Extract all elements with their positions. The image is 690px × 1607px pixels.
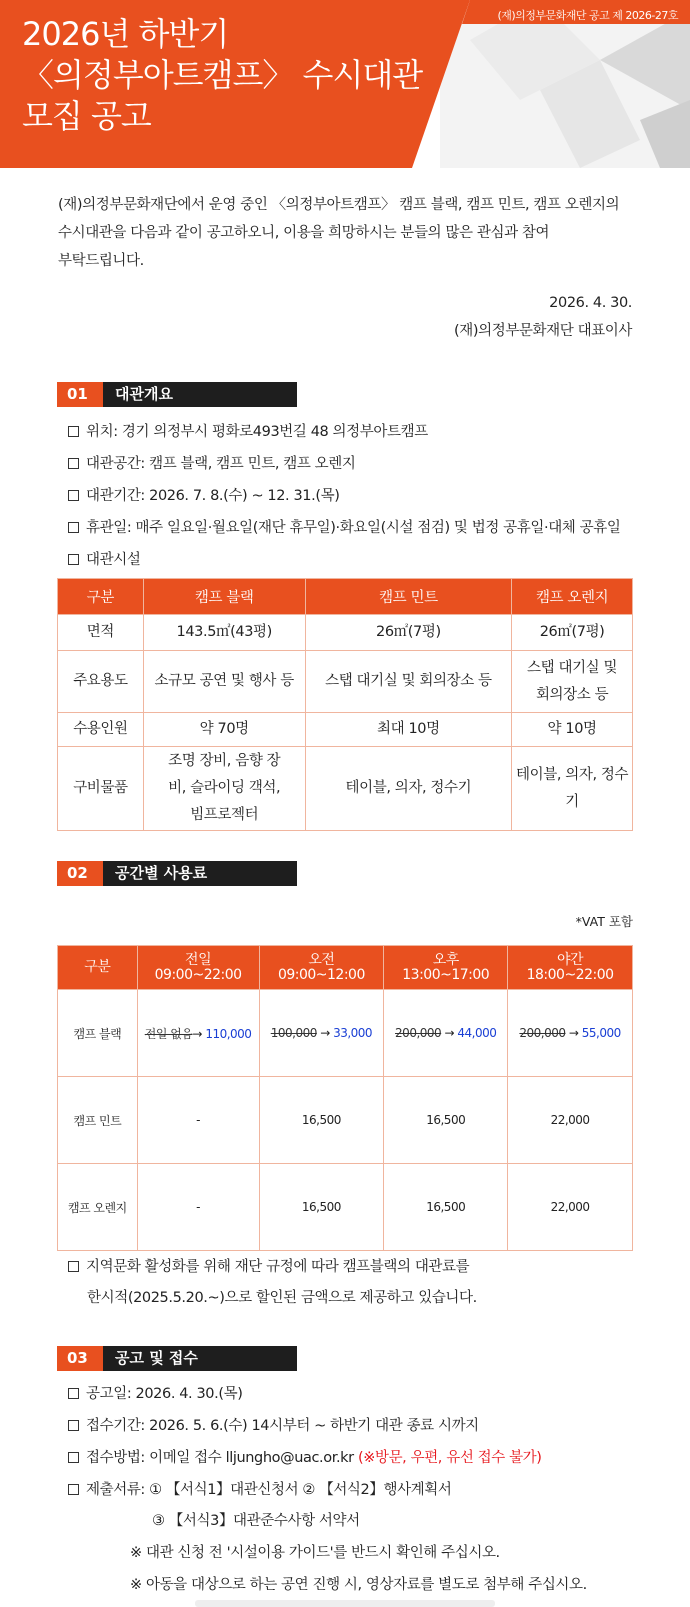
announcement-date: 2026. 4. 30. xyxy=(549,295,632,311)
table-header-cell: 구분 xyxy=(58,579,144,615)
table-cell: 143.5㎡(43평) xyxy=(143,615,305,651)
table-header-cell: 캠프 블랙 xyxy=(143,579,305,615)
overview-list xyxy=(68,416,620,576)
table-header-cell: 야간 18:00~22:00 xyxy=(508,946,633,990)
intro-line-3: 부탁드립니다. xyxy=(58,253,144,269)
checkbox-icon xyxy=(68,426,79,437)
table-cell: 약 10명 xyxy=(512,713,633,747)
table-cell: 200,000 → 55,000 xyxy=(508,990,633,1077)
list-item: 대관시설 xyxy=(68,544,620,576)
table-header-cell: 오후 13:00~17:00 xyxy=(384,946,508,990)
page-title xyxy=(22,14,422,137)
checkbox-icon xyxy=(68,554,79,565)
table-cell: 22,000 xyxy=(508,1077,633,1164)
table-cell: 100,000 → 33,000 xyxy=(259,990,384,1077)
table-cell: 스탭 대기실 및 회의장소 등 xyxy=(512,651,633,713)
table-cell: 테이블, 의자, 정수기 xyxy=(512,747,633,831)
checkbox-icon xyxy=(68,1261,79,1272)
table-header-cell: 캠프 민트 xyxy=(305,579,512,615)
notice-number: (재)의정부문화재단 공고 제 2026-27호 xyxy=(497,9,678,22)
table-header-cell: 오전 09:00~12:00 xyxy=(259,946,384,990)
table-cell: 26㎡(7평) xyxy=(305,615,512,651)
list-item: 접수방법: 이메일 접수 lljungho@uac.or.kr (※방문, 우편, 유선 접수 불가) xyxy=(68,1442,542,1474)
section-label: 공간별 사용료 xyxy=(115,864,208,882)
table-cell: 소규모 공연 및 행사 등 xyxy=(143,651,305,713)
vat-note: *VAT 포함 xyxy=(575,914,633,929)
table-cell: 200,000 → 44,000 xyxy=(384,990,508,1077)
header-banner xyxy=(0,0,690,168)
checkbox-icon xyxy=(68,490,79,501)
checkbox-icon xyxy=(68,522,79,533)
table-cell: 테이블, 의자, 정수기 xyxy=(305,747,512,831)
checkbox-icon xyxy=(68,1388,79,1399)
remark-guide: ※ 대관 신청 전 '시설이용 가이드'를 반드시 확인해 주십시오. xyxy=(130,1545,500,1561)
table-header-row xyxy=(58,579,633,615)
application-list xyxy=(68,1378,542,1506)
table-cell: 약 70명 xyxy=(143,713,305,747)
intro-text xyxy=(58,191,658,275)
table-cell: - xyxy=(137,1164,259,1251)
footer-divider xyxy=(195,1600,495,1607)
table-cell: 16,500 xyxy=(384,1077,508,1164)
table-row xyxy=(58,1164,633,1251)
list-item: 대관공간: 캠프 블랙, 캠프 민트, 캠프 오렌지 xyxy=(68,448,620,480)
section-heading-03 xyxy=(57,1346,297,1371)
section-number: 02 xyxy=(57,861,103,886)
table-row xyxy=(58,747,633,831)
table-header-cell: 캠프 오렌지 xyxy=(512,579,633,615)
fee-table xyxy=(57,945,633,1251)
list-item: 휴관일: 매주 일요일·월요일(재단 휴무일)·화요일(시설 점검) 및 법정 공휴일·대체 공휴일 xyxy=(68,512,620,544)
intro-line-2: 수시대관을 다음과 같이 공고하오니, 이용을 희망하시는 분들의 많은 관심과 참여 xyxy=(58,225,550,241)
section-label: 공고 및 접수 xyxy=(115,1349,198,1367)
table-cell: 캠프 블랙 xyxy=(58,990,138,1077)
table-header-row xyxy=(58,946,633,990)
table-cell: 26㎡(7평) xyxy=(512,615,633,651)
table-cell: 조명 장비, 음향 장비, 슬라이딩 객석, 빔프로젝터 xyxy=(143,747,305,831)
document-list-continued: ③ 【서식3】대관준수사항 서약서 xyxy=(152,1513,360,1529)
section-label: 대관개요 xyxy=(115,385,173,403)
table-row xyxy=(58,713,633,747)
table-row xyxy=(58,651,633,713)
list-item: 접수기간: 2026. 5. 6.(수) 14시부터 ~ 하반기 대관 종료 시까지 xyxy=(68,1410,542,1442)
table-cell: 캠프 오렌지 xyxy=(58,1164,138,1251)
section-heading-02 xyxy=(57,861,297,886)
signer: (재)의정부문화재단 대표이사 xyxy=(453,323,632,339)
table-row xyxy=(58,615,633,651)
table-cell: 전일 없음→ 110,000 xyxy=(137,990,259,1077)
list-item: 위치: 경기 의정부시 평화로493번길 48 의정부아트캠프 xyxy=(68,416,620,448)
table-cell: 구비물품 xyxy=(58,747,144,831)
table-cell: 주요용도 xyxy=(58,651,144,713)
checkbox-icon xyxy=(68,1484,79,1495)
table-cell: 면적 xyxy=(58,615,144,651)
checkbox-icon xyxy=(68,1452,79,1463)
title-line-3: 모집 공고 xyxy=(22,97,151,135)
table-cell: 수용인원 xyxy=(58,713,144,747)
table-cell: 16,500 xyxy=(384,1164,508,1251)
list-item: 제출서류: ① 【서식1】대관신청서 ② 【서식2】행사계획서 xyxy=(68,1474,542,1506)
title-line-2: 〈의정부아트캠프〉 수시대관 xyxy=(22,56,423,94)
checkbox-icon xyxy=(68,1420,79,1431)
announcement-date-block xyxy=(454,289,632,345)
discount-note: 지역문화 활성화를 위해 재단 규정에 따라 캠프블랙의 대관료를 한시적(2025.5.20.~)으로 할인된 금액으로 제공하고 있습니다. xyxy=(68,1252,477,1314)
section-number: 03 xyxy=(57,1346,103,1371)
table-row xyxy=(58,1077,633,1164)
section-heading-01 xyxy=(57,382,297,407)
no-visit-warning: (※방문, 우편, 유선 접수 불가) xyxy=(357,1450,542,1466)
section-number: 01 xyxy=(57,382,103,407)
checkbox-icon xyxy=(68,458,79,469)
facility-table xyxy=(57,578,633,831)
intro-line-1: (재)의정부문화재단에서 운영 중인 〈의정부아트캠프〉 캠프 블랙, 캠프 민트, 캠프 오렌지의 xyxy=(58,197,620,213)
table-row xyxy=(58,990,633,1077)
list-item: 대관기간: 2026. 7. 8.(수) ~ 12. 31.(목) xyxy=(68,480,620,512)
table-cell: 캠프 민트 xyxy=(58,1077,138,1164)
table-cell: 16,500 xyxy=(259,1077,384,1164)
remark-video: ※ 아동을 대상으로 하는 공연 진행 시, 영상자료를 별도로 첨부해 주십시오. xyxy=(130,1577,587,1593)
table-header-cell: 전일 09:00~22:00 xyxy=(137,946,259,990)
table-cell: - xyxy=(137,1077,259,1164)
table-cell: 16,500 xyxy=(259,1164,384,1251)
table-cell: 최대 10명 xyxy=(305,713,512,747)
table-cell: 22,000 xyxy=(508,1164,633,1251)
list-item: 공고일: 2026. 4. 30.(목) xyxy=(68,1378,542,1410)
table-header-cell: 구분 xyxy=(58,946,138,990)
table-cell: 스탭 대기실 및 회의장소 등 xyxy=(305,651,512,713)
title-line-1: 2026년 하반기 xyxy=(22,15,229,53)
